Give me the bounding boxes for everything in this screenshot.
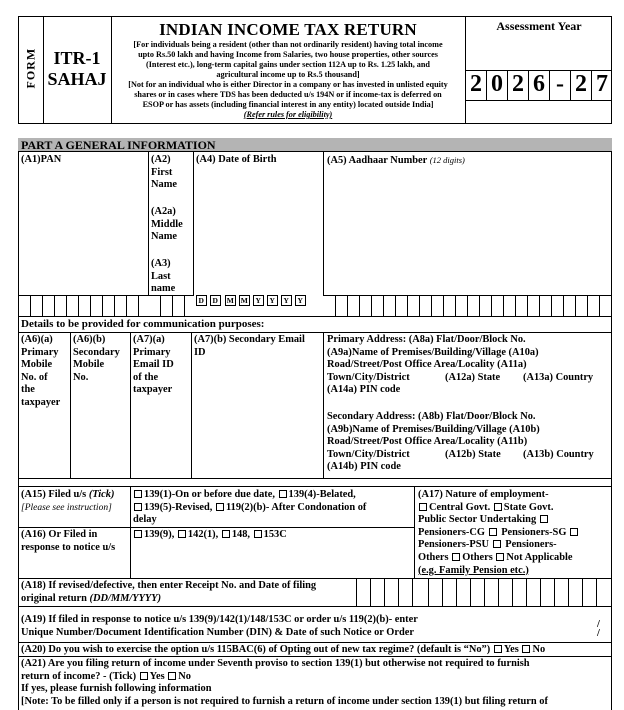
- emp-example: (e.g. Family Pension etc.): [418, 564, 529, 576]
- a6b-word1: Secondary: [73, 346, 120, 358]
- primary-state: (A12a) State: [445, 371, 501, 383]
- secondary-addr-line2: (A9b)Name of Premises/Building/Village (A10b): [327, 423, 540, 435]
- emp-pcg-label: Pensioners-CG: [418, 526, 485, 538]
- opt-139-9-label: 139(9),: [144, 529, 175, 540]
- ay-digit: 0: [491, 71, 503, 97]
- a19-slash-1: /: [597, 619, 600, 630]
- a21-line2: return of income? - (Tick): [21, 670, 137, 682]
- primary-address-block: [327, 334, 611, 397]
- dob-box-y3[interactable]: Y: [281, 295, 292, 306]
- a15-tick: (Tick): [88, 489, 115, 500]
- a16-line1: (A16) Or Filed in: [21, 529, 98, 540]
- last-name-label: [151, 258, 175, 296]
- checkbox-a20-no[interactable]: [522, 645, 530, 653]
- a16-label: [21, 529, 115, 554]
- a20-text: (A20) Do you wish to exercise the option u/s 115BAC(6) of Opting out of new tax regime? (default is “No”): [21, 644, 491, 655]
- a7a-word4: taxpayer: [133, 384, 173, 396]
- note1-line1: [For individuals being a resident (other than not ordinarily resident) having total income: [133, 40, 443, 49]
- secondary-pin: (A14b) PIN code: [327, 461, 401, 473]
- note1-line4: agricultural income up to Rs.5 thousand]: [216, 70, 360, 79]
- primary-addr-line2: (A9a)Name of Premises/Building/Village (A10a): [327, 346, 539, 358]
- a21-yes-label: Yes: [149, 670, 165, 682]
- dob-box-y4[interactable]: Y: [295, 295, 306, 306]
- opt-119-label: 119(2)(b)- After Condonation of: [226, 501, 367, 513]
- communication-title: Details to be provided for communication purposes:: [21, 318, 265, 330]
- first-name-label: [151, 154, 177, 192]
- checkbox-a20-yes[interactable]: [494, 645, 502, 653]
- primary-mobile-label: [21, 334, 60, 410]
- checkbox-a21-no[interactable]: [168, 672, 176, 680]
- dob-box-m1[interactable]: M: [226, 296, 234, 305]
- emp-others-label: Others: [462, 551, 493, 563]
- a21-no-label: No: [178, 670, 191, 682]
- a6a-word2: Mobile: [21, 359, 53, 371]
- first-name-word1: First: [151, 166, 173, 178]
- pan-label: (A1)PAN: [21, 154, 62, 165]
- a6b-code: (A6)(b): [73, 334, 106, 345]
- checkbox-pensioners-cg[interactable]: [489, 528, 497, 536]
- checkbox-139-4[interactable]: [279, 490, 287, 498]
- note1-line2: upto Rs.50 lakh and having Income from Salaries, two house properties, other sources: [138, 50, 438, 59]
- ay-digit: 2: [512, 71, 524, 97]
- emp-central-label: Central Govt.: [429, 501, 491, 513]
- checkbox-139-9[interactable]: [134, 530, 142, 538]
- checkbox-not-applicable[interactable]: [496, 553, 504, 561]
- a6a-word3: No. of: [21, 371, 48, 383]
- checkbox-state-govt[interactable]: [494, 503, 502, 511]
- opt-153c-label: 153C: [263, 529, 287, 540]
- refer-rules-link[interactable]: (Refer rules for eligibility): [243, 110, 333, 119]
- a6b-word3: No.: [73, 371, 89, 383]
- secondary-town: Town/City/District: [327, 448, 410, 460]
- form-title: INDIAN INCOME TAX RETURN: [159, 20, 417, 39]
- opt-139-5-label: 139(5)-Revised,: [144, 501, 213, 513]
- a17-title: (A17) Nature of employment-: [418, 489, 549, 500]
- emp-psu-label: Public Sector Undertaking: [418, 514, 537, 526]
- a20-no-label: No: [532, 644, 546, 655]
- dob-box-m2[interactable]: M: [240, 296, 248, 305]
- secondary-addr-line1: Secondary Address: (A8b) Flat/Door/Block No.: [327, 411, 536, 422]
- a18-line1: (A18) If revised/defective, then enter Receipt No. and Date of filing: [21, 580, 317, 591]
- checkbox-pensioners-sg[interactable]: [570, 528, 578, 536]
- first-name-code: (A2): [151, 154, 171, 165]
- opt-142-label: 142(1),: [187, 529, 219, 540]
- primary-town: Town/City/District: [327, 371, 410, 383]
- checkbox-psu[interactable]: [540, 515, 548, 523]
- a16-options: [133, 529, 287, 542]
- secondary-address-block: [327, 411, 611, 474]
- a6a-word1: Primary: [21, 346, 59, 358]
- a6a-word4: the: [21, 384, 35, 396]
- ay-digit: 7: [596, 71, 608, 97]
- checkbox-119-2b[interactable]: [216, 503, 224, 511]
- secondary-email-label: [194, 334, 305, 359]
- a21-line3: If yes, please furnish following information: [21, 683, 212, 695]
- emp-psg-label: Pensioners-SG: [501, 526, 567, 538]
- checkbox-pensioners-psu[interactable]: [493, 540, 501, 548]
- a7a-word1: Primary: [133, 346, 171, 358]
- ay-digit: 6: [533, 71, 545, 97]
- a6a-code: (A6)(a): [21, 334, 53, 345]
- first-name-word2: Name: [151, 179, 177, 191]
- a18-label: [21, 580, 316, 605]
- a21-block: [21, 658, 611, 708]
- ay-dash: -: [556, 71, 564, 97]
- checkbox-a21-yes[interactable]: [140, 672, 148, 680]
- a20-yes-label: Yes: [503, 644, 519, 655]
- form-label: FORM: [23, 47, 38, 89]
- checkbox-142-1[interactable]: [178, 530, 186, 538]
- a19-line1: (A19) If filed in response to notice u/s 139(9)/142(1)/148/153C or order u/s 119(2)(b)- enter: [21, 614, 418, 625]
- a7b-line1: (A7)(b) Secondary Email: [194, 334, 305, 345]
- note2-line1: [Not for an individual who is either Director in a company or has invested in unlisted equity: [128, 80, 448, 89]
- note2-line3: ESOP or has assets (including financial interest in any entity) located outside India]: [142, 100, 434, 109]
- a7a-word2: Email ID: [133, 359, 174, 371]
- middle-name-word2: Name: [151, 231, 177, 243]
- secondary-country: (A13b) Country: [523, 448, 594, 460]
- checkbox-central-govt[interactable]: [419, 503, 427, 511]
- aadhaar-label: [327, 154, 465, 168]
- eligibility-note-1: [114, 40, 462, 120]
- a20-row: [21, 644, 611, 657]
- opt-139-4-label: 139(4)-Belated,: [288, 489, 356, 500]
- middle-name-code: (A2a): [151, 206, 176, 217]
- a16-line2: response to notice u/s: [21, 541, 116, 553]
- middle-name-word1: Middle: [151, 218, 183, 230]
- part-a-title: PART A GENERAL INFORMATION: [21, 138, 216, 152]
- a6a-word5: taxpayer: [21, 396, 61, 408]
- checkbox-others[interactable]: [452, 553, 460, 561]
- a15-label: [21, 489, 114, 514]
- a19-line2: Unique Number/Document Identification Number (DIN) & Date of such Notice or Order: [21, 626, 414, 638]
- a17-employment: [418, 489, 612, 577]
- emp-others-word: Others: [418, 551, 449, 563]
- a21-line4: [Note: To be filled only if a person is not required to furnish a return of income under section 139(1) but filing return of: [21, 695, 548, 707]
- a15-text: (A15) Filed u/s: [21, 489, 87, 500]
- a15-instruction: [Please see instruction]: [21, 502, 112, 513]
- checkbox-148[interactable]: [222, 530, 230, 538]
- ay-digit: 2: [575, 71, 587, 97]
- primary-email-label: [133, 334, 174, 397]
- ay-digit: 2: [470, 71, 482, 97]
- primary-addr-line1: Primary Address: (A8a) Flat/Door/Block No.: [327, 334, 526, 345]
- emp-ppsu-label: Pensioners-PSU: [418, 539, 489, 551]
- form-name-line1: ITR-1: [53, 48, 101, 68]
- last-name-code: (A3): [151, 258, 171, 269]
- checkbox-139-1[interactable]: [134, 490, 142, 498]
- a19-label: [21, 614, 418, 639]
- dob-box-y2[interactable]: Y: [267, 295, 278, 306]
- dob-label: (A4) Date of Birth: [196, 154, 277, 165]
- form-name-line2: SAHAJ: [47, 69, 107, 89]
- a7b-line2: ID: [194, 346, 206, 358]
- middle-name-label: [151, 206, 183, 244]
- opt-119-continued: delay: [133, 514, 157, 526]
- dob-box-d2[interactable]: D: [210, 295, 221, 306]
- aadhaar-text: (A5) Aadhaar Number: [327, 155, 428, 166]
- assessment-year-label: Assessment Year: [496, 19, 582, 33]
- opt-139-1-label: 139(1)-On or before due date,: [144, 489, 275, 500]
- primary-pin: (A14a) PIN code: [327, 384, 401, 396]
- a19-slash-2: /: [597, 628, 600, 639]
- secondary-mobile-label: [73, 334, 120, 384]
- secondary-state: (A12b) State: [445, 448, 501, 460]
- a6b-word2: Mobile: [73, 359, 105, 371]
- primary-country: (A13a) Country: [523, 371, 594, 383]
- last-name-word1: Last: [151, 270, 171, 282]
- last-name-word2: name: [151, 283, 176, 295]
- emp-na-label: Not Applicable: [506, 551, 573, 563]
- note2-line2: shares or in cases where TDS has been deducted u/s 194N or if income-tax is deferred on: [134, 90, 442, 99]
- dob-box-d1[interactable]: D: [196, 295, 207, 306]
- checkbox-139-5[interactable]: [134, 503, 142, 511]
- note1-line3: (Interest etc.), long-term capital gains under section 112A up to Rs. 1.25 lakh, and: [146, 60, 430, 69]
- emp-pothers-label: Pensioners-: [505, 539, 557, 551]
- emp-state-label: State Govt.: [503, 501, 554, 513]
- primary-addr-line3: Road/Street/Post Office Area/Locality (A11a): [327, 359, 527, 371]
- a7a-word3: of the: [133, 371, 159, 383]
- dob-box-y1[interactable]: Y: [253, 295, 264, 306]
- aadhaar-hint: (12 digits): [429, 155, 465, 165]
- a15-options: [133, 489, 413, 527]
- a21-line1: (A21) Are you filing return of income under Seventh proviso to section 139(1) but otherwise not required to furnish: [21, 658, 530, 669]
- secondary-addr-line3: Road/Street/Post Office Area/Locality (A11b): [327, 436, 528, 448]
- a7a-code: (A7)(a): [133, 334, 165, 345]
- checkbox-153c[interactable]: [254, 530, 262, 538]
- opt-148-label: 148,: [231, 529, 251, 540]
- a18-line2: original return: [21, 592, 87, 604]
- a18-format: (DD/MM/YYYY): [89, 592, 162, 604]
